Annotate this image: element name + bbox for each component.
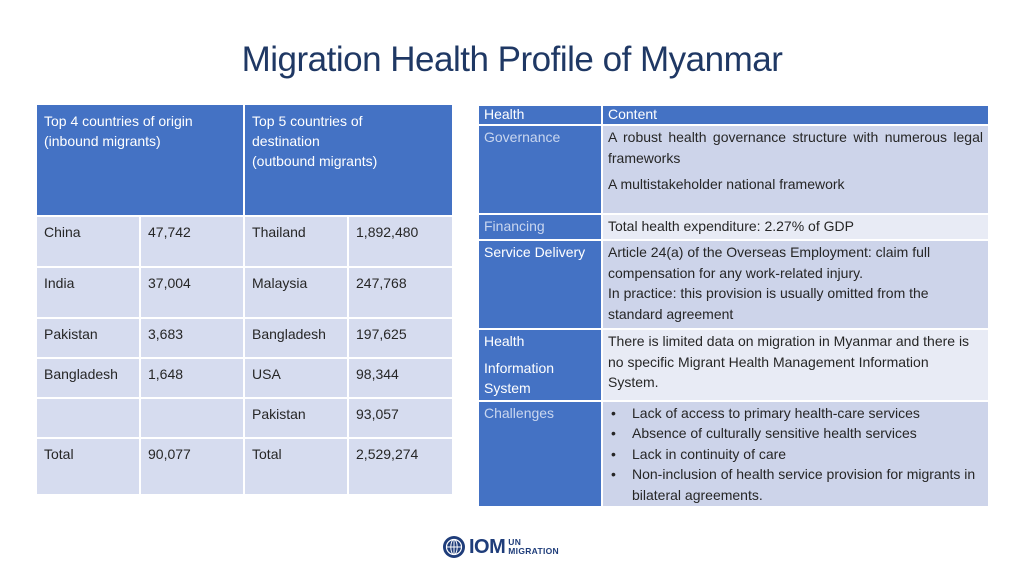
service-delivery-label: Service Delivery [478, 240, 602, 329]
origin-count: 37,004 [140, 267, 244, 318]
governance-content: A robust health governance structure with numerous legal frameworks A multistakeholder national framework [602, 125, 989, 214]
destination-count: 93,057 [348, 398, 453, 438]
destination-country: Pakistan [244, 398, 348, 438]
his-content: There is limited data on migration in Myanmar and there is no specific Migrant Health Management Information System. [602, 329, 989, 401]
his-label: Health Information System [478, 329, 602, 401]
destination-count: 1,892,480 [348, 216, 453, 267]
financing-label: Financing [478, 214, 602, 240]
table-header-row [36, 104, 453, 216]
logo-un-migration: UN MIGRATION [508, 537, 559, 556]
list-item: • Lack of access to primary health-care services [608, 403, 983, 424]
migrants-table [35, 103, 454, 496]
origin-total-label: Total [36, 438, 140, 495]
origin-count: 47,742 [140, 216, 244, 267]
content-header: Content [602, 105, 989, 125]
health-header: Health [478, 105, 602, 125]
table-row [36, 398, 453, 438]
origin-count: 1,648 [140, 358, 244, 398]
list-item: • Lack in continuity of care [608, 444, 983, 465]
destination-count: 98,344 [348, 358, 453, 398]
table-header-row [478, 105, 989, 125]
destination-count: 247,768 [348, 267, 453, 318]
destination-country: Bangladesh [244, 318, 348, 358]
table-row [36, 267, 453, 318]
origin-country: Pakistan [36, 318, 140, 358]
destination-country: USA [244, 358, 348, 398]
financing-content: Total health expenditure: 2.27% of GDP [602, 214, 989, 240]
challenges-row [478, 401, 989, 508]
governance-label: Governance [478, 125, 602, 214]
origin-count: 3,683 [140, 318, 244, 358]
list-item: • Non-inclusion of health service provision for migrants in bilateral agreements. [608, 464, 983, 505]
logo-iom-text: IOM [469, 536, 506, 558]
origin-country [36, 398, 140, 438]
table-row [36, 216, 453, 267]
challenges-content [602, 401, 989, 508]
destination-total-label: Total [244, 438, 348, 495]
service-delivery-row [478, 240, 989, 329]
table-row-total [36, 438, 453, 495]
governance-row [478, 125, 989, 214]
destination-total: 2,529,274 [348, 438, 453, 495]
destination-country: Thailand [244, 216, 348, 267]
origin-country: Bangladesh [36, 358, 140, 398]
destination-country: Malaysia [244, 267, 348, 318]
origin-total: 90,077 [140, 438, 244, 495]
service-delivery-content: Article 24(a) of the Overseas Employment: claim full compensation for any work-related injury. In practice: this provision is usually omitted from the standard agreement [602, 240, 989, 329]
financing-row [478, 214, 989, 240]
health-profile-table [477, 104, 990, 508]
his-row [478, 329, 989, 401]
globe-icon [442, 535, 466, 559]
origin-country: India [36, 267, 140, 318]
origin-header: Top 4 countries of origin (inbound migrants) [36, 104, 244, 216]
challenges-list [608, 403, 983, 506]
list-item: • Absence of culturally sensitive health services [608, 423, 983, 444]
iom-logo [442, 535, 559, 559]
table-row [36, 318, 453, 358]
challenges-label: Challenges [478, 401, 602, 508]
destination-header: Top 5 countries of destination (outbound migrants) [244, 104, 453, 216]
origin-count [140, 398, 244, 438]
origin-country: China [36, 216, 140, 267]
destination-count: 197,625 [348, 318, 453, 358]
page-title: Migration Health Profile of Myanmar [241, 40, 783, 79]
table-row [36, 358, 453, 398]
